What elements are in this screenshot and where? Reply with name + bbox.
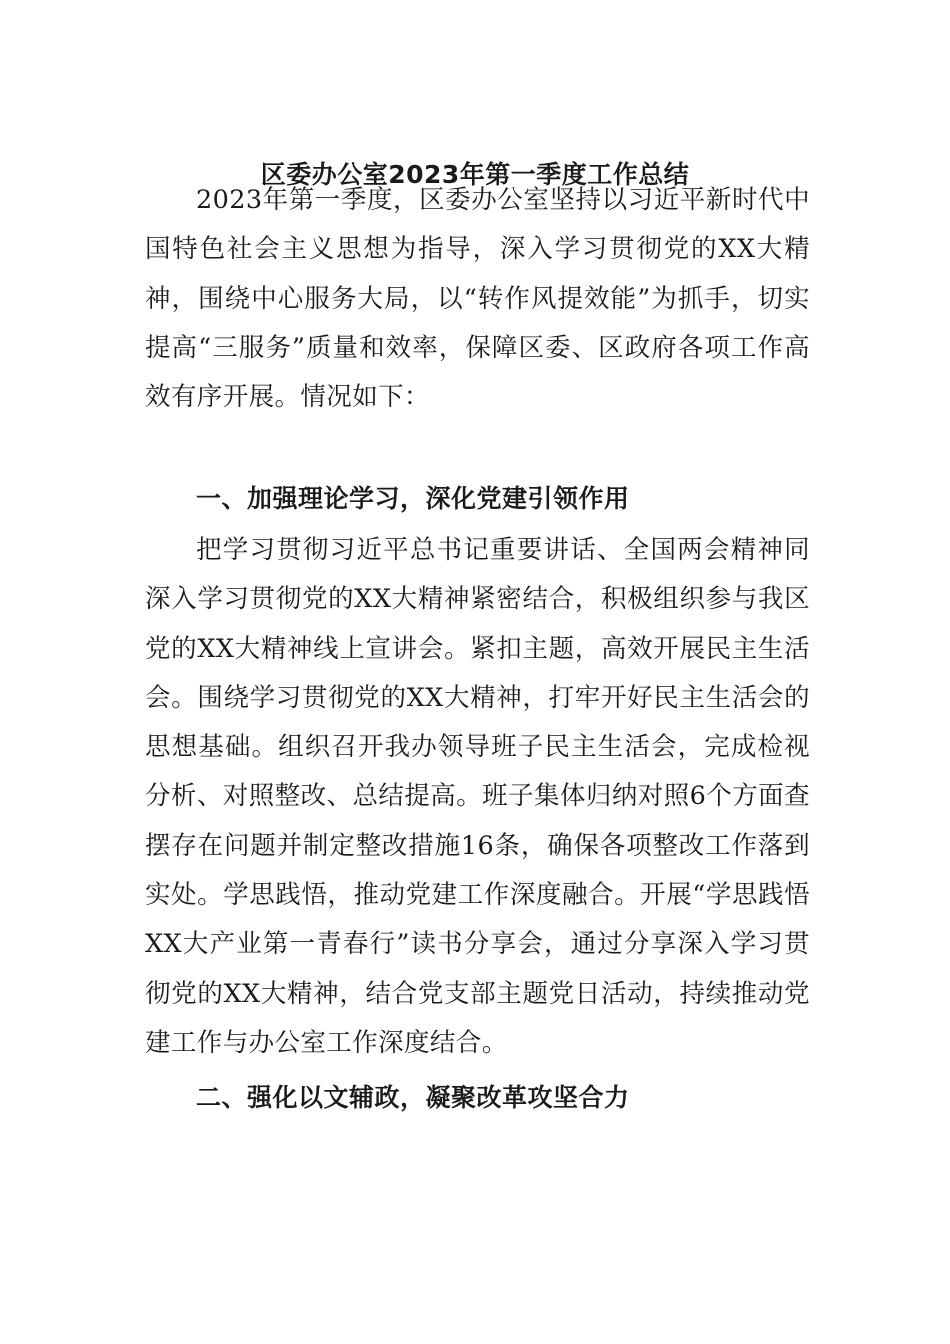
intro-paragraph: 2023年第一季度，区委办公室坚持以习近平新时代中国特色社会主义思想为指导，深入学习贯彻党的XX大精神，围绕中心服务大局，以“转作风提效能”为抓手，切实提高“三服务”质量和效率，保障区委、区政府各项工作高效有序开展。情况如下： (145, 185, 810, 413)
document-title: 区委办公室2023年第一季度工作总结 (260, 160, 690, 189)
section-heading-1: 一、加强理论学习，深化党建引领作用 (196, 484, 630, 513)
section-heading-2: 二、强化以文辅政，凝聚改革攻坚合力 (196, 1083, 630, 1112)
section-paragraph-1: 把学习贯彻习近平总书记重要讲话、全国两会精神同深入学习贯彻党的XX大精神紧密结合，积极组织参与我区党的XX大精神线上宣讲会。紧扣主题，高效开展民主生活会。围绕学习贯彻党的XX大精神，打牢开好民主生活会的思想基础。组织召开我办领导班子民主生活会，完成检视分析、对照整改、总结提高。班子集体归纳对照6个方面查摆存在问题并制定整改措施16条，确保各项整改工作落到实处。学思践悟，推动党建工作深度融合。开展“学思践悟XX大产业第一青春行”读书分享会，通过分享深入学习贯彻党的XX大精神，结合党支部主题党日活动，持续推动党建工作与办公室工作深度结合。 (145, 535, 810, 1058)
